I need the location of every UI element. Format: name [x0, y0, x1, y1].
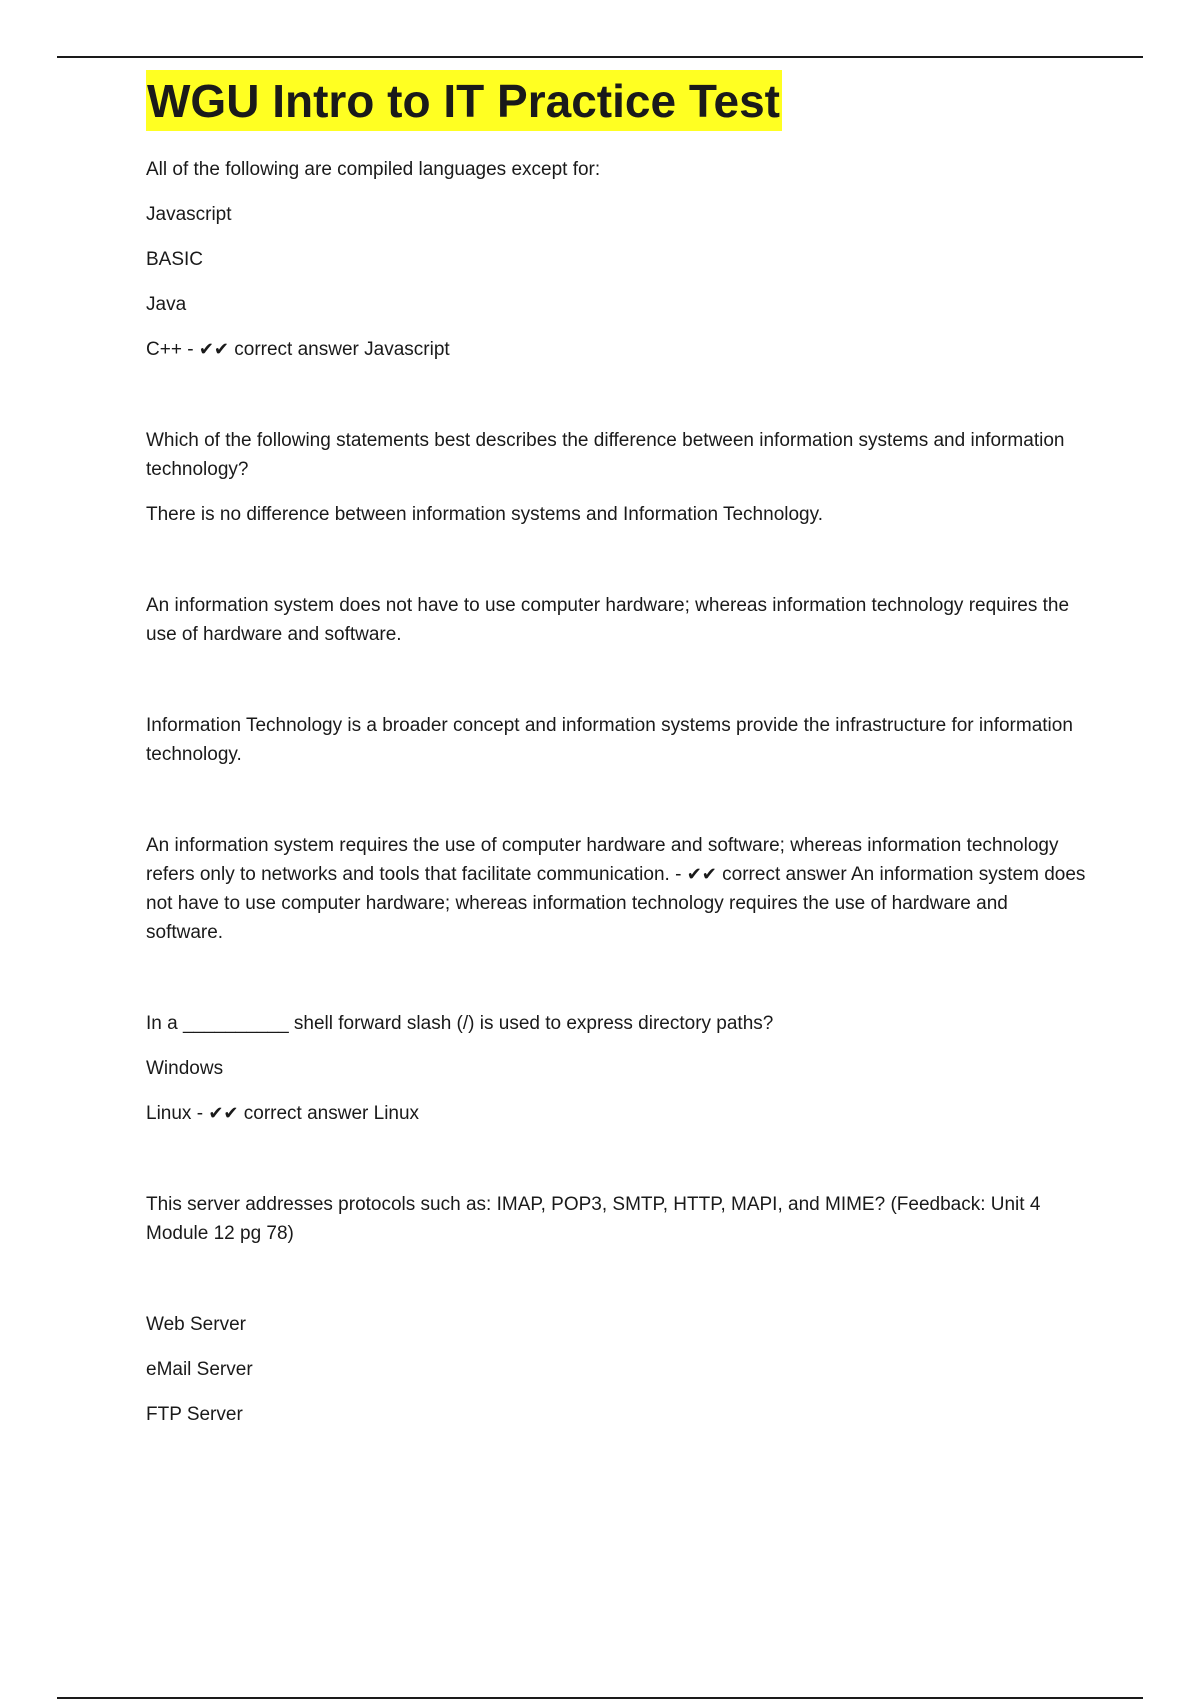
document-title: WGU Intro to IT Practice Test [146, 70, 782, 131]
double-check-icon: ✔✔ [686, 864, 717, 885]
spacer [146, 665, 1086, 711]
option-text: C++ - [146, 339, 194, 360]
answer-option: FTP Server [146, 1404, 243, 1425]
spacer [146, 1144, 1086, 1190]
question-text: In a __________ shell forward slash (/) is used to express directory paths? [146, 1013, 774, 1034]
spacer [146, 963, 1086, 1009]
option-text: Linux - [146, 1103, 204, 1124]
correct-answer: correct answer An information system does not have to use computer hardware; whereas information technology requires the use of hardware and software. [146, 864, 1086, 943]
answer-option: Web Server [146, 1314, 246, 1335]
document-body [146, 70, 1086, 1445]
spacer [146, 1264, 1086, 1310]
question-text: All of the following are compiled languages except for: [146, 159, 601, 180]
answer-option: An information system does not have to use computer hardware; whereas information technology requires the use of hardware and software. [146, 595, 1070, 645]
question-2 [146, 426, 1086, 947]
question-4 [146, 1190, 1086, 1429]
spacer [146, 545, 1086, 591]
answer-option: Java [146, 294, 187, 315]
answer-option: BASIC [146, 249, 204, 270]
spacer [146, 785, 1086, 831]
answer-option: eMail Server [146, 1359, 253, 1380]
spacer [146, 380, 1086, 426]
answer-option: Windows [146, 1058, 224, 1079]
double-check-icon: ✔✔ [208, 1103, 239, 1124]
question-1 [146, 155, 1086, 364]
correct-answer: correct answer Linux [243, 1103, 420, 1124]
page-bottom-rule [57, 1697, 1143, 1699]
question-3 [146, 1009, 1086, 1128]
answer-option: Information Technology is a broader concept and information systems provide the infrastructure for information technology. [146, 715, 1073, 765]
answer-option: Javascript [146, 204, 232, 225]
answer-option-with-correct-answer [146, 1099, 1086, 1128]
page-top-rule [57, 56, 1143, 58]
question-text: This server addresses protocols such as: IMAP, POP3, SMTP, HTTP, MAPI, and MIME? (Feedback: Unit 4 Module 12 pg 78) [146, 1194, 1041, 1244]
option-text: An information system requires the use of computer hardware and software; whereas information technology refers only to networks and tools that facilitate communication. - [146, 835, 1059, 885]
double-check-icon: ✔✔ [198, 339, 229, 360]
correct-answer: correct answer Javascript [234, 339, 450, 360]
answer-option-with-correct-answer [146, 831, 1086, 947]
answer-option: There is no difference between information systems and Information Technology. [146, 504, 823, 525]
answer-option-with-correct-answer [146, 335, 1086, 364]
question-text: Which of the following statements best describes the difference between information systems and information technology? [146, 430, 1065, 480]
